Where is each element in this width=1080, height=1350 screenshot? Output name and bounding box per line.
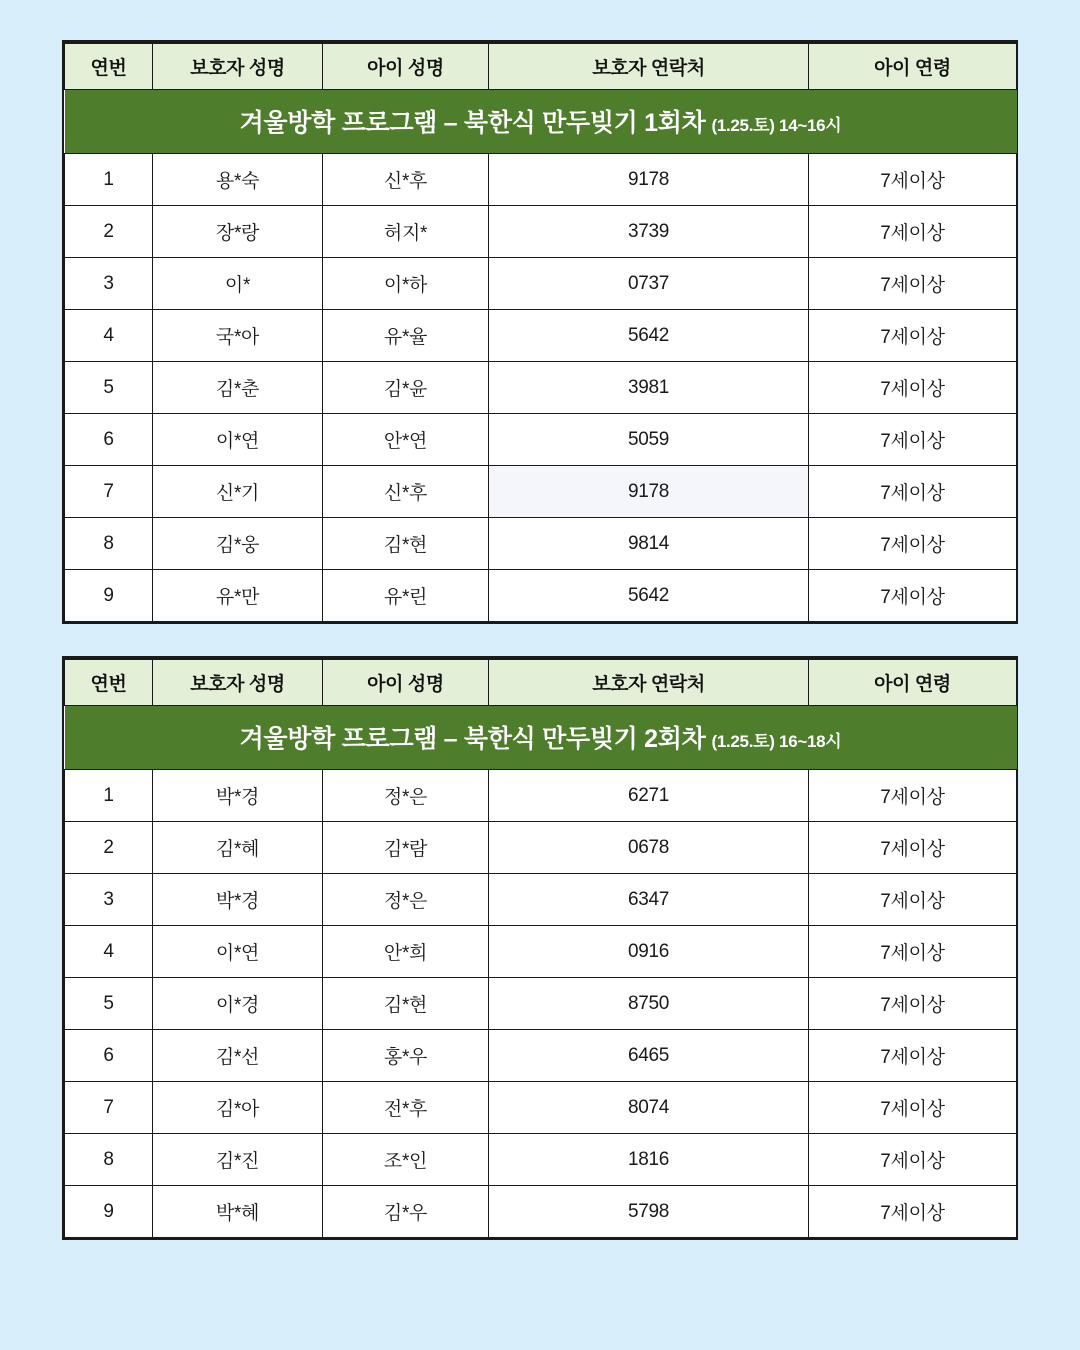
cell-age: 7세이상 <box>809 874 1017 926</box>
cell-age: 7세이상 <box>809 926 1017 978</box>
cell-child: 유*린 <box>323 570 489 622</box>
cell-guardian: 김*혜 <box>153 822 323 874</box>
table-row <box>65 822 1017 874</box>
cell-no: 9 <box>65 570 153 622</box>
cell-no: 4 <box>65 926 153 978</box>
cell-phone: 0916 <box>489 926 809 978</box>
table-title-cell <box>65 706 1017 770</box>
cell-child: 안*희 <box>323 926 489 978</box>
table-row <box>65 1082 1017 1134</box>
cell-no: 3 <box>65 874 153 926</box>
column-header-no: 연번 <box>65 43 153 90</box>
table-body-session-2 <box>65 770 1017 1238</box>
cell-age: 7세이상 <box>809 414 1017 466</box>
cell-child: 안*연 <box>323 414 489 466</box>
table-row <box>65 770 1017 822</box>
table-row <box>65 1134 1017 1186</box>
table-row <box>65 1030 1017 1082</box>
cell-child: 이*하 <box>323 258 489 310</box>
table-row <box>65 466 1017 518</box>
table-title-row <box>65 706 1017 770</box>
cell-guardian: 유*만 <box>153 570 323 622</box>
cell-age: 7세이상 <box>809 978 1017 1030</box>
table-row <box>65 518 1017 570</box>
table-row <box>65 414 1017 466</box>
column-header-no: 연번 <box>65 659 153 706</box>
participant-table-session-2 <box>62 656 1018 1240</box>
cell-guardian: 이*경 <box>153 978 323 1030</box>
cell-child: 김*윤 <box>323 362 489 414</box>
cell-guardian: 김*웅 <box>153 518 323 570</box>
cell-phone: 3739 <box>489 206 809 258</box>
cell-guardian: 박*경 <box>153 770 323 822</box>
column-header-child-name: 아이 성명 <box>323 659 489 706</box>
cell-age: 7세이상 <box>809 770 1017 822</box>
cell-guardian: 이*연 <box>153 926 323 978</box>
column-header-child-name: 아이 성명 <box>323 43 489 90</box>
cell-no: 8 <box>65 518 153 570</box>
table-row <box>65 874 1017 926</box>
cell-phone: 5798 <box>489 1186 809 1238</box>
table-title-main: 겨울방학 프로그램 – 북한식 만두빚기 2회차 <box>239 725 706 753</box>
table-row <box>65 206 1017 258</box>
cell-age: 7세이상 <box>809 362 1017 414</box>
cell-phone: 6271 <box>489 770 809 822</box>
cell-child: 신*후 <box>323 466 489 518</box>
cell-no: 2 <box>65 206 153 258</box>
cell-child: 조*인 <box>323 1134 489 1186</box>
cell-guardian: 김*춘 <box>153 362 323 414</box>
cell-child: 김*우 <box>323 1186 489 1238</box>
cell-phone: 9178 <box>489 466 809 518</box>
cell-age: 7세이상 <box>809 310 1017 362</box>
table-row <box>65 154 1017 206</box>
cell-age: 7세이상 <box>809 154 1017 206</box>
cell-no: 5 <box>65 978 153 1030</box>
cell-guardian: 김*아 <box>153 1082 323 1134</box>
cell-no: 7 <box>65 1082 153 1134</box>
table-row <box>65 362 1017 414</box>
cell-age: 7세이상 <box>809 1082 1017 1134</box>
table-row <box>65 1186 1017 1238</box>
cell-guardian: 이* <box>153 258 323 310</box>
cell-no: 9 <box>65 1186 153 1238</box>
cell-child: 유*율 <box>323 310 489 362</box>
table-row <box>65 258 1017 310</box>
table-title-main: 겨울방학 프로그램 – 북한식 만두빚기 1회차 <box>239 109 706 137</box>
cell-guardian: 박*혜 <box>153 1186 323 1238</box>
table-row <box>65 926 1017 978</box>
table-body-session-1 <box>65 154 1017 622</box>
cell-phone: 6465 <box>489 1030 809 1082</box>
cell-child: 홍*우 <box>323 1030 489 1082</box>
cell-no: 1 <box>65 154 153 206</box>
cell-age: 7세이상 <box>809 206 1017 258</box>
cell-child: 김*현 <box>323 978 489 1030</box>
table-header-row <box>65 43 1017 90</box>
cell-child: 허지* <box>323 206 489 258</box>
table-title-cell <box>65 90 1017 154</box>
cell-guardian: 이*연 <box>153 414 323 466</box>
cell-child: 김*현 <box>323 518 489 570</box>
cell-guardian: 김*선 <box>153 1030 323 1082</box>
cell-child: 신*후 <box>323 154 489 206</box>
table-row <box>65 310 1017 362</box>
cell-no: 6 <box>65 1030 153 1082</box>
cell-phone: 0678 <box>489 822 809 874</box>
cell-age: 7세이상 <box>809 258 1017 310</box>
column-header-guardian-name: 보호자 성명 <box>153 659 323 706</box>
column-header-child-age: 아이 연령 <box>809 659 1017 706</box>
cell-child: 전*후 <box>323 1082 489 1134</box>
column-header-child-age: 아이 연령 <box>809 43 1017 90</box>
cell-no: 3 <box>65 258 153 310</box>
cell-phone: 9178 <box>489 154 809 206</box>
cell-child: 정*은 <box>323 874 489 926</box>
cell-no: 4 <box>65 310 153 362</box>
cell-no: 6 <box>65 414 153 466</box>
cell-age: 7세이상 <box>809 1134 1017 1186</box>
cell-guardian: 신*기 <box>153 466 323 518</box>
table-session-1 <box>64 42 1017 622</box>
cell-guardian: 용*숙 <box>153 154 323 206</box>
cell-phone: 5059 <box>489 414 809 466</box>
cell-age: 7세이상 <box>809 822 1017 874</box>
table-title-sub: (1.25.토) 16~18시 <box>711 732 842 751</box>
cell-phone: 5642 <box>489 310 809 362</box>
cell-guardian: 김*진 <box>153 1134 323 1186</box>
cell-child: 김*람 <box>323 822 489 874</box>
cell-guardian: 국*아 <box>153 310 323 362</box>
table-session-2 <box>64 658 1017 1238</box>
cell-no: 2 <box>65 822 153 874</box>
cell-no: 7 <box>65 466 153 518</box>
cell-phone: 5642 <box>489 570 809 622</box>
table-title-row <box>65 90 1017 154</box>
column-header-guardian-phone: 보호자 연락처 <box>489 43 809 90</box>
cell-no: 1 <box>65 770 153 822</box>
cell-age: 7세이상 <box>809 518 1017 570</box>
table-header-row <box>65 659 1017 706</box>
table-row <box>65 978 1017 1030</box>
cell-no: 5 <box>65 362 153 414</box>
table-title-sub: (1.25.토) 14~16시 <box>711 116 842 135</box>
cell-child: 정*은 <box>323 770 489 822</box>
cell-age: 7세이상 <box>809 1030 1017 1082</box>
cell-phone: 8750 <box>489 978 809 1030</box>
cell-no: 8 <box>65 1134 153 1186</box>
column-header-guardian-name: 보호자 성명 <box>153 43 323 90</box>
cell-guardian: 장*랑 <box>153 206 323 258</box>
cell-phone: 0737 <box>489 258 809 310</box>
participant-table-session-1 <box>62 40 1018 624</box>
column-header-guardian-phone: 보호자 연락처 <box>489 659 809 706</box>
cell-phone: 6347 <box>489 874 809 926</box>
cell-phone: 8074 <box>489 1082 809 1134</box>
table-row <box>65 570 1017 622</box>
cell-phone: 3981 <box>489 362 809 414</box>
cell-age: 7세이상 <box>809 466 1017 518</box>
cell-age: 7세이상 <box>809 1186 1017 1238</box>
cell-age: 7세이상 <box>809 570 1017 622</box>
cell-guardian: 박*경 <box>153 874 323 926</box>
cell-phone: 9814 <box>489 518 809 570</box>
cell-phone: 1816 <box>489 1134 809 1186</box>
